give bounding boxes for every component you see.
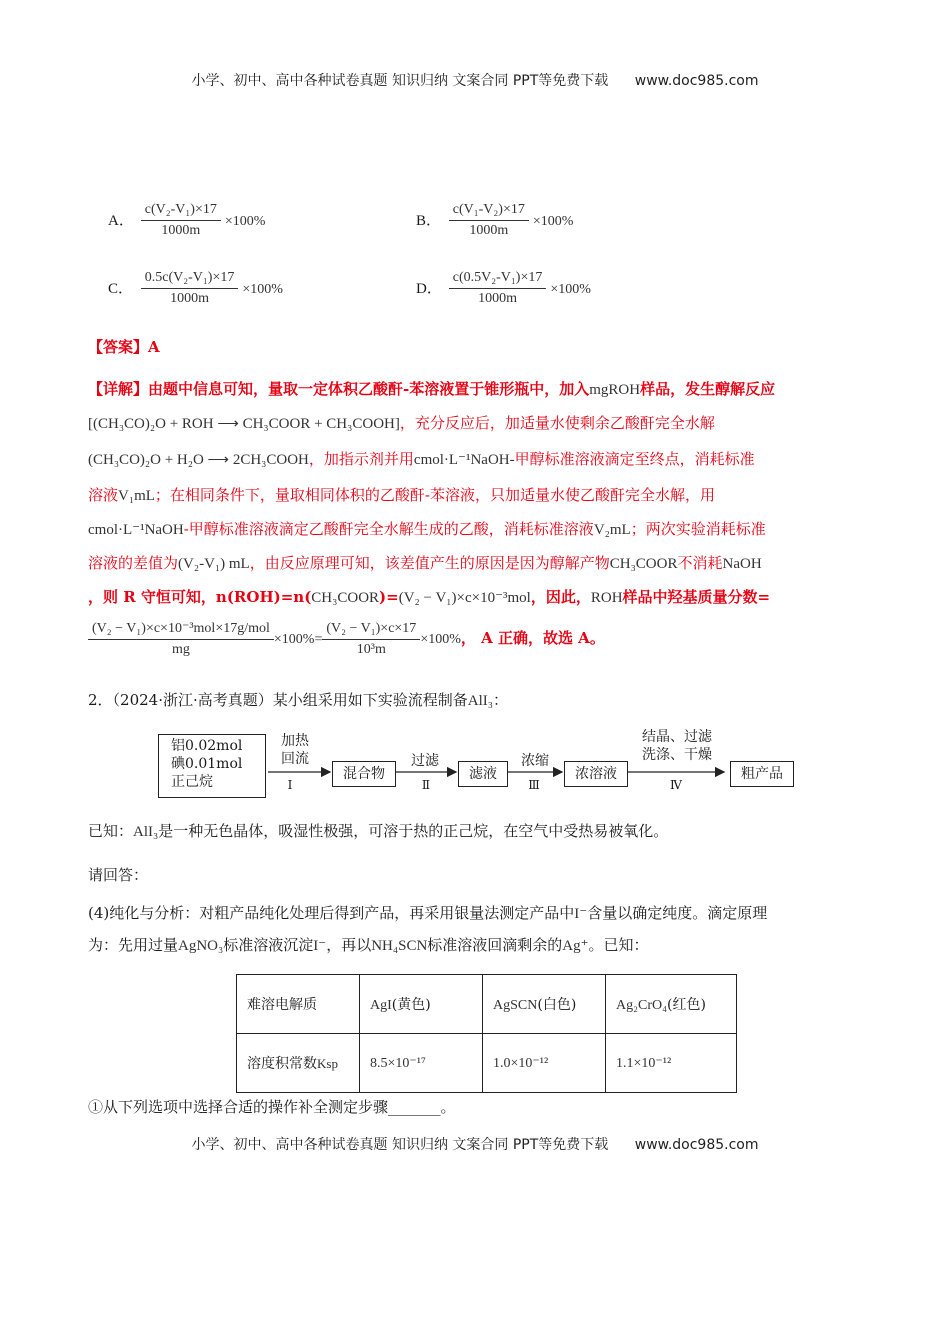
equation-hydrolysis: (CH₃CO)₂O + H₂O ⟶ 2CH₃COOH <box>88 452 309 468</box>
option-c-multiplier: ×100% <box>242 281 283 297</box>
ksp-table <box>236 974 737 1093</box>
explanation-label: 【详解】 <box>88 380 149 398</box>
ksp-symbol: Ksp <box>317 1056 338 1071</box>
explanation-text: 溶液 <box>88 486 119 504</box>
formula-naoh-conc: cmol·L⁻¹NaOH <box>88 522 184 538</box>
formula-ali3: AlI₃ <box>133 824 159 840</box>
table-cell-ag2cro4-ksp: 1.1×10⁻¹² <box>606 1034 737 1093</box>
flow-step-2-num: Ⅱ <box>421 778 431 792</box>
page-footer <box>0 1134 950 1154</box>
flow-step-1-num: Ⅰ <box>287 778 293 792</box>
explanation-text: ，充分反应后，加适量水使剩余乙酸酐完全水解 <box>399 414 715 432</box>
equation-alcoholysis: [(CH₃CO)₂O + ROH ⟶ CH₃COOR + CH₃COOH] <box>88 416 400 432</box>
explanation-text: ，因此， <box>530 588 591 606</box>
answer-line <box>88 330 160 364</box>
option-a-multiplier: ×100% <box>224 213 266 229</box>
mass-fraction-left <box>88 620 274 658</box>
answer-label: 【答案】 <box>88 338 149 356</box>
table-cell-agi-ksp: 8.5×10⁻¹⁷ <box>360 1034 483 1093</box>
flow-step-op: 结晶、过滤 <box>642 729 712 745</box>
ksp-table-wrap <box>236 974 737 1093</box>
flow-step-1-label <box>268 732 322 768</box>
answer-value: A <box>148 338 160 356</box>
explanation-text: 不消耗 <box>677 554 723 572</box>
option-b-multiplier: ×100% <box>532 213 574 229</box>
formula-roh: ROH <box>590 590 623 606</box>
q2-part4-text: (4)纯化与分析：对粗产品纯化处理后得到产品，再采用银量法测定产品中 <box>88 904 575 922</box>
option-d-denominator: 1000m <box>478 291 518 306</box>
color-note: (红色) <box>666 997 706 1013</box>
option-b <box>416 202 573 239</box>
flow-start-line: 正己烷 <box>171 774 213 790</box>
mass-fraction-right-multiplier: ×100% <box>420 632 461 647</box>
explanation-text: ，则 R 守恒可知，n(ROH)=n( <box>88 588 312 606</box>
table-header-agi <box>360 975 483 1034</box>
option-c-label: C． <box>108 280 134 297</box>
explanation-line-4 <box>88 478 878 513</box>
color-note: (白色) <box>537 997 577 1013</box>
table-header-electrolyte: 难溶电解质 <box>237 975 360 1034</box>
flow-start-line: 铝0.02mol <box>171 738 243 754</box>
flow-start-box <box>158 734 266 798</box>
formula-agno3: AgNO₃ <box>178 938 224 954</box>
option-a-numerator: c(V₂-V₁)×17 <box>141 202 221 221</box>
option-b-numerator: c(V₁-V₂)×17 <box>449 202 529 221</box>
mass-fraction-left-multiplier: ×100%= <box>273 632 323 647</box>
option-a <box>108 202 265 239</box>
footer-url[interactable]: www.doc985.com <box>634 1137 759 1153</box>
option-d <box>416 270 591 307</box>
formula-agscn: AgSCN <box>493 998 538 1013</box>
q2-part4-text: 标准溶液沉淀 <box>223 936 314 954</box>
flow-start-line: 碘0.01mol <box>171 756 243 772</box>
flow-step-2-label: 过滤 <box>411 753 439 769</box>
flow-box-crude-product: 粗产品 <box>730 761 794 787</box>
formula-naoh: NaOH <box>722 556 762 572</box>
explanation-text: )= <box>379 588 399 606</box>
q2-part4-text: 含量以确定纯度。滴定原理 <box>587 904 768 922</box>
footer-text: 小学、初中、高中各种试卷真题 知识归纳 文案合同 PPT等免费下载 <box>191 1137 609 1153</box>
explanation-text: ，加指示剂并用 <box>308 450 414 468</box>
flow-diagram <box>150 726 810 806</box>
header-text: 小学、初中、高中各种试卷真题 知识归纳 文案合同 PPT等免费下载 <box>191 73 609 89</box>
q2-part4-text: 。已知： <box>588 936 649 954</box>
formula-v-diff: (V₂-V₁) mL <box>178 556 250 572</box>
flow-step-op: 洗涤、干燥 <box>642 747 712 763</box>
table-row <box>237 1034 737 1093</box>
formula-ag2cro4: Ag₂CrO₄ <box>616 998 667 1013</box>
formula-mgroh: mgROH <box>589 382 641 398</box>
q2-known-text: 已知： <box>88 822 134 840</box>
option-d-label: D． <box>416 280 442 297</box>
q2-stem-text: 2．（2024·浙江·高考真题）某小组采用如下实验流程制备 <box>88 691 468 709</box>
explanation-text: 甲醇标准溶液滴定至终点，消耗标准 <box>514 450 755 468</box>
mass-fraction-right-denominator: 10³m <box>356 641 386 657</box>
q2-part4-text: 为：先用过量 <box>88 936 179 954</box>
mass-fraction-right-numerator: (V₂ − V₁)×c×17 <box>322 621 420 640</box>
color-note: (黄色) <box>391 997 431 1013</box>
conclusion-text: ， A 正确，故选 A。 <box>460 629 605 647</box>
flow-box-mixture: 混合物 <box>332 761 396 787</box>
explanation-text: 溶液的差值为 <box>88 554 179 572</box>
table-header-agscn <box>483 975 606 1034</box>
formula-naoh-conc: cmol·L⁻¹NaOH- <box>413 452 515 468</box>
table-header-ag2cro4 <box>606 975 737 1034</box>
table-row-ksp-label <box>237 1034 360 1093</box>
explanation-text: 样品中羟基质量分数= <box>622 588 771 606</box>
q2-ask: 请回答： <box>88 866 149 884</box>
page-header <box>0 70 950 90</box>
q2-known <box>88 814 878 849</box>
formula-v2: V₂mL <box>593 522 631 538</box>
q2-stem <box>88 683 878 718</box>
explanation-line-1 <box>88 372 868 407</box>
option-d-numerator: c(0.5V₂-V₁)×17 <box>449 270 547 289</box>
explanation-line-7 <box>88 580 878 615</box>
flow-step-op: 回流 <box>281 751 309 767</box>
formula-ali3: AlI₃ <box>467 693 493 709</box>
formula-moles: (V₂ − V₁)×c×10⁻³mol <box>398 590 531 606</box>
flow-step-3-num: Ⅲ <box>528 778 540 792</box>
q2-part4-text: ，再以 <box>326 936 372 954</box>
formula-agi: AgI <box>370 998 392 1013</box>
explanation-line-8 <box>88 620 888 658</box>
option-d-fraction <box>449 270 547 307</box>
explanation-line-5 <box>88 512 878 547</box>
option-c-fraction <box>141 270 239 307</box>
formula-silver-ion: Ag⁺ <box>562 938 589 954</box>
explanation-line-6 <box>88 546 878 581</box>
explanation-text: 由题中信息可知，量取一定体积乙酸酐-苯溶液置于锥形瓶中，加入 <box>148 380 590 398</box>
table-row <box>237 975 737 1034</box>
formula-v1: V₁mL <box>118 488 155 504</box>
option-b-fraction <box>449 202 529 239</box>
option-c <box>108 270 283 307</box>
table-cell-agscn-ksp: 1.0×10⁻¹² <box>483 1034 606 1093</box>
explanation-text: 样品，发生醇解反应 <box>640 380 776 398</box>
formula-iodide: I⁻ <box>574 906 588 922</box>
option-c-denominator: 1000m <box>170 291 210 306</box>
q2-subquestion-1: ①从下列选项中选择合适的操作补全测定步骤_______。 <box>88 1098 456 1116</box>
formula-iodide: I⁻ <box>313 938 327 954</box>
header-url[interactable]: www.doc985.com <box>634 73 759 89</box>
option-a-label: A． <box>108 212 134 229</box>
flow-step-4-label <box>632 728 722 764</box>
option-b-denominator: 1000m <box>469 223 509 238</box>
explanation-text: -甲醇标准溶液滴定乙酸酐完全水解生成的乙酸，消耗标准溶液 <box>183 520 594 538</box>
q2-known-text: 是一种无色晶体，吸湿性极强，可溶于热的正己烷，在空气中受热易被氧化。 <box>158 822 669 840</box>
formula-ch3coor: CH₃COOR <box>311 590 380 606</box>
explanation-text: ；两次实验消耗标准 <box>630 520 766 538</box>
q2-part4-text: 标准溶液回滴剩余的 <box>427 936 563 954</box>
formula-ch3coor: CH₃COOR <box>609 556 678 572</box>
explanation-text: ，由反应原理可知，该差值产生的原因是因为醇解产物 <box>249 554 610 572</box>
mass-fraction-left-numerator: (V₂ − V₁)×c×10⁻³mol×17g/mol <box>88 620 274 640</box>
flow-box-concentrate: 浓溶液 <box>564 761 628 787</box>
explanation-text: ；在相同条件下，量取相同体积的乙酸酐-苯溶液，只加适量水使乙酸酐完全水解，用 <box>154 486 715 504</box>
q2-stem-text: ： <box>493 691 509 709</box>
flow-step-3-label: 浓缩 <box>521 753 549 769</box>
flow-step-op: 加热 <box>281 733 309 749</box>
option-c-numerator: 0.5c(V₂-V₁)×17 <box>141 270 239 289</box>
q2-part4-line-2 <box>88 928 878 963</box>
flow-box-filtrate: 滤液 <box>458 761 508 787</box>
ksp-label-text: 溶度积常数 <box>247 1056 317 1072</box>
option-d-multiplier: ×100% <box>550 281 591 297</box>
explanation-line-2 <box>88 406 878 441</box>
mass-fraction-left-denominator: mg <box>172 642 190 657</box>
option-b-label: B． <box>416 212 442 229</box>
formula-nh4scn: NH₄SCN <box>371 938 428 954</box>
option-a-fraction <box>141 202 221 239</box>
flow-step-4-num: Ⅳ <box>670 778 682 792</box>
q2-part4-line-1 <box>88 896 878 931</box>
option-a-denominator: 1000m <box>161 223 201 238</box>
mass-fraction-right <box>322 621 420 658</box>
explanation-line-3 <box>88 442 878 477</box>
